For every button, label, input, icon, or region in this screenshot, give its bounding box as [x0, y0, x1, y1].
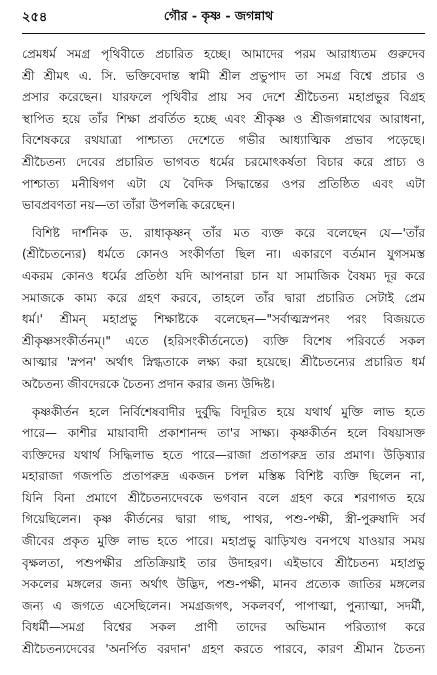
text-line: জীবের প্রকৃত মুক্তি লাভ হতে পারে। মহাপ্রভু ঝাড়িখণ্ড বনপথে যাওয়ার সময়	[22, 534, 425, 549]
text-line: পারে— কাশীর মায়াবাদী প্রকাশানন্দ তা'র সাক্ষ্য। কৃষ্ণকীর্তন হলে বিষয়াসক্ত	[22, 426, 425, 441]
paragraph	[22, 402, 425, 661]
text-line: অচৈতন্য জীবদেরকে চৈতন্য প্রদান করার জন্য উদ্দিষ্ট।	[22, 376, 275, 391]
text-line: বিধর্মী—সমগ্র বিশ্বের সকল প্রাণী তাদের অভিমান পরিত্যাগ করে	[22, 620, 425, 635]
text-line: ভাবপ্রবণতা নয়—তা তাঁরা উপলব্ধি করেছেন।	[22, 198, 235, 213]
text-line: শ্রীচৈতন্য দেবের প্রচারিত ভাগবত ধর্মের চরমোৎকর্ষতা বিচার করে প্রাচ্য ও	[22, 154, 425, 169]
text-line: বিশেষকরে রথযাত্রা পাশ্চাত্য দেশেতে গভীর আধ্যাত্মিক প্রভাব পড়েছে।	[22, 133, 425, 148]
paragraph	[22, 223, 425, 396]
text-line: মহারাজা গজপতি প্রতাপরুদ্র একজন চপল মস্তিষ্ক বিশিষ্ট ব্যক্তি ছিলেন না,	[22, 469, 425, 484]
text-line: একরম কোনও ধর্মের প্রতিষ্ঠা যদি আপনারা চান যা সামাজিক বৈষম্য দূর করে	[22, 268, 425, 283]
text-line: বিশিষ্ট দার্শনিক ড. রাধাকৃষ্ণন্ তাঁর মত ব্যক্ত করে বলেছেন যে—'তাঁর	[32, 225, 425, 240]
text-line: জন্য এ জগতে এসেছিলেন। সমগ্রজগৎ, সকলবর্ণ, পাপাত্মা, পুন্যাত্মা, সদর্মী,	[22, 598, 425, 613]
running-head: গৌর - কৃষ্ণ - জগন্নাথ	[163, 8, 274, 23]
text-line: প্রেমধর্ম সমগ্র পৃথিবীতে প্রচারিত হচ্ছে। আমাদের পরম আরাধ্যতম গুরুদেব	[22, 47, 425, 61]
text-line: স্থাপিত হয়ে তাঁর শিক্ষা প্রবর্তিত হচ্ছে এবং শ্রীকৃষ্ণ ও শ্রীজগন্নাথের আরাধনা,	[22, 111, 425, 126]
text-line: পাশ্চাত্য মনীষিগণ এটা যে বৈদিক সিদ্ধান্তের ওপর প্রতিষ্ঠিত এবং এটা	[22, 176, 425, 191]
text-line: শ্রী শ্রীমৎ এ. সি. ভক্তিবেদান্ত স্বামী শ্রীল প্রভুপাদ তা সমগ্র বিশ্বে প্রচার ও	[22, 68, 425, 83]
text-line: (শ্রীচৈতন্যের) ধর্মতে কোনও সংকীর্ণতা ছিল না। একারণে বর্তমান যুগসমস্ত	[22, 247, 425, 262]
text-line: আত্মার 'স্নপন' অর্থাৎ স্নিগ্ধতাকে লক্ষ্য করা হয়েছে। শ্রীচৈতন্যের প্রচারিত ধর্ম	[22, 355, 425, 370]
body-text	[22, 44, 425, 661]
text-line: শ্রীকৃষ্ণসংকীর্তনম্।" এতে (হরিসংকীর্তনেতে) ব্যক্তি বিশেষ পরিবর্তে সকল	[22, 333, 425, 348]
text-line: ধর্ম।' শ্রীমন্ মহাপ্রভু শিক্ষাষ্টকে বলেছেন—"সর্বাত্মস্নপনং পরং বিজয়তে	[22, 312, 425, 327]
text-line: প্রসার করেছেন। যারফলে পৃথিবীর প্রায় সব দেশে শ্রীচৈতন্য মহাপ্রভুর বিগ্রহ	[22, 90, 425, 105]
text-line: সমাজকে কাম্য করে গ্রহণ করবে, তাহলে তাঁর দ্বারা প্রচারিত সেটাই প্রেম	[22, 290, 425, 305]
header-rule	[22, 33, 425, 34]
text-line: সকলের মঙ্গলের জন্য অর্থাৎ উদ্ভিদ, পশু-পক্ষী, মানব প্রত্যেক জাতির মঙ্গলের	[22, 577, 425, 592]
text-line: গিয়েছিলেন। কৃষ্ণ কীর্তনের দ্বারা গাছ, পাথর, পশু-পক্ষী, স্ত্রী-পুরুষাদি সর্ব	[22, 512, 425, 527]
paragraph	[22, 44, 425, 217]
text-line: যিনি বিনা প্রমাণে শ্রীচৈতন্যদেবকে ভগবান বলে গ্রহণ করে শরণাগত হয়ে	[22, 490, 425, 505]
page-number: ২৫৪	[22, 10, 48, 25]
text-line: ব্যক্তিদের যথার্থ সিদ্ধিলাভ হতে পারে—রাজা প্রতাপরুদ্র তার প্রমাণ। উড়িষ্যার	[22, 447, 425, 462]
text-line: কৃষ্ণকীর্তন হলে নির্বিশেষবাদীর দুর্বুদ্ধি বিদূরিত হয়ে যথার্থ মুক্তি লাভ হতে	[32, 404, 425, 419]
text-line: বৃক্ষলতা, পশুপক্ষীর প্রতিক্রিয়াই তার উদাহরণ। এইভাবে শ্রীচৈতন্য মহাপ্রভু	[22, 555, 425, 570]
page-header	[0, 6, 437, 28]
text-line: শ্রীচৈতন্যদেবের 'অনর্পিত বরদান' গ্রহণ করতে পারবে, কারণ শ্রীমান চৈতন্য	[22, 642, 425, 657]
